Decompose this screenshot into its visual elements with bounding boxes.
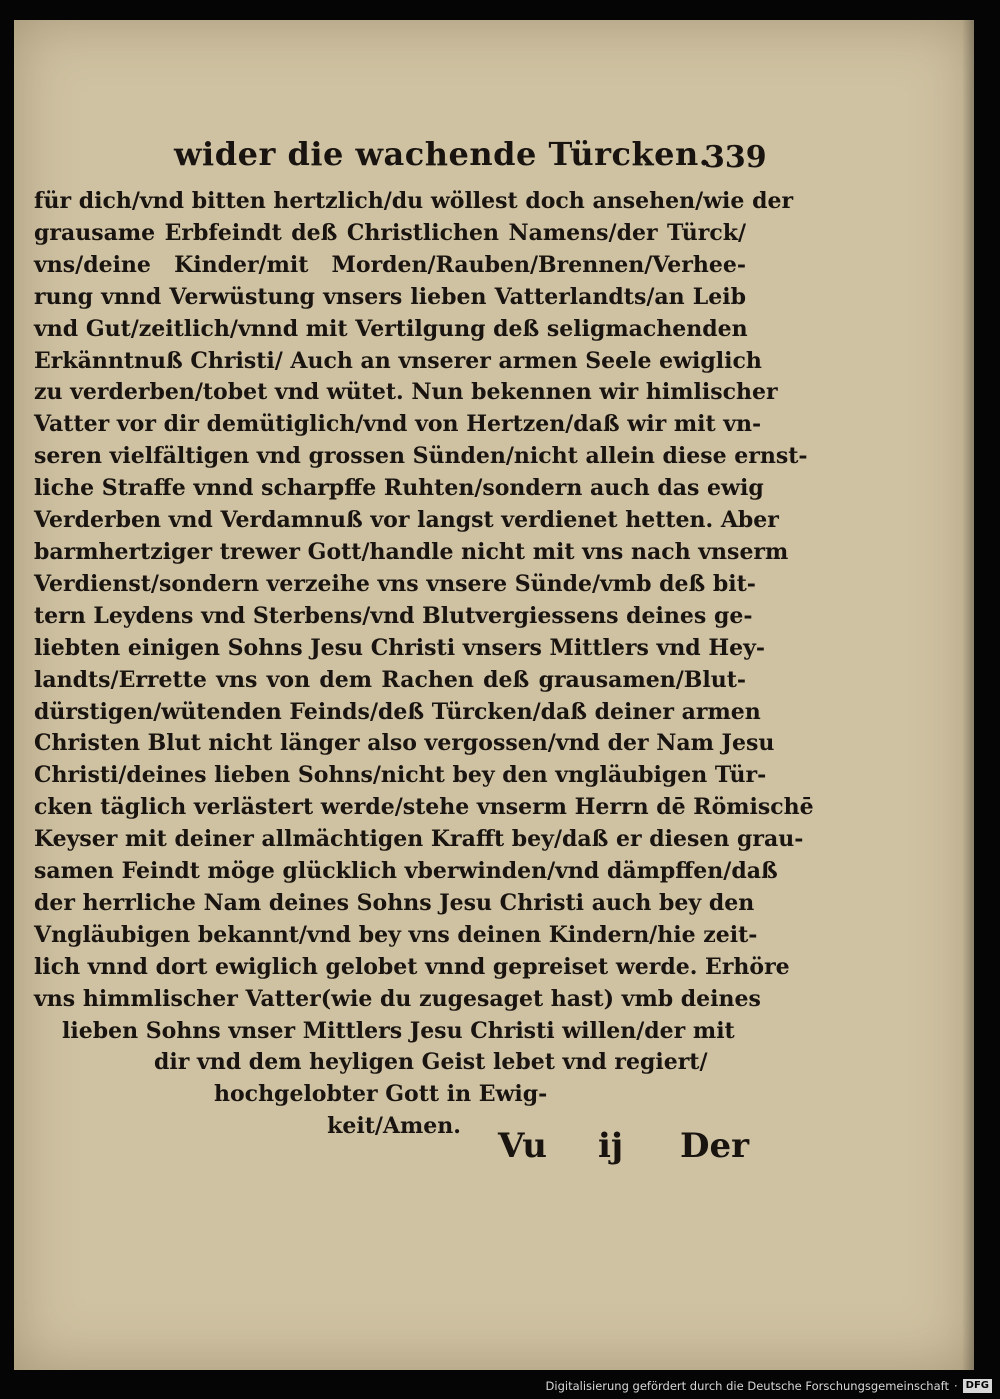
footer-credit: Digitalisierung gefördert durch die Deutsche Forschungsgemeinschaft <box>545 1379 949 1393</box>
text-line: barmhertziger trewer Gott/handle nicht mit vns nach vnserm <box>34 538 789 565</box>
text-line: Erkänntnuß Christi/ Auch an vnserer armen Seele ewiglich <box>34 347 762 374</box>
text-line: Vatter vor dir demütiglich/vnd von Hertzen/daß wir mit vn- <box>34 411 762 438</box>
text-line: hochgelobter Gott in Ewig- <box>214 1081 548 1108</box>
body-text <box>34 186 814 1143</box>
text-line: dir vnd dem heyligen Geist lebet vnd regiert/ <box>154 1049 708 1076</box>
running-title: wider die wachende Türcken. <box>174 135 711 173</box>
text-line: lich vnnd dort ewiglich gelobet vnnd gepreiset werde. Erhöre <box>34 953 790 980</box>
catchword: Der <box>680 1126 750 1166</box>
book-page <box>14 20 974 1370</box>
text-line: Christen Blut nicht länger also vergossen/vnd der Nam Jesu <box>34 730 775 757</box>
text-line: liebten einigen Sohns Jesu Christi vnsers Mittlers vnd Hey- <box>34 634 766 661</box>
text-line: Vngläubigen bekannt/vnd bey vns deinen Kindern/hie zeit- <box>34 921 758 948</box>
page-number: 339 <box>704 140 767 175</box>
text-line: zu verderben/tobet vnd wütet. Nun bekennen wir himlischer <box>34 379 778 406</box>
text-line: lieben Sohns vnser Mittlers Jesu Christi willen/der mit <box>62 1017 735 1044</box>
quire-mark: ij <box>598 1126 624 1166</box>
text-line: vns himmlischer Vatter(wie du zugesaget hast) vmb deines <box>34 985 761 1012</box>
footer-separator: · <box>954 1379 958 1393</box>
text-line: vns/deine Kinder/mit Morden/Rauben/Brennen/Verhee- <box>34 251 746 278</box>
text-line: liche Straffe vnnd scharpffe Ruhten/sondern auch das ewig <box>34 475 764 502</box>
text-line: tern Leydens vnd Sterbens/vnd Blutvergiessens deines ge- <box>34 602 753 629</box>
text-line: cken täglich verlästert werde/stehe vnserm Herrn dē Römischē <box>34 794 814 821</box>
text-line: keit/Amen. <box>327 1113 461 1140</box>
dfg-logo-icon: DFG <box>963 1379 992 1393</box>
text-line: rung vnnd Verwüstung vnsers lieben Vatterlandts/an Leib <box>34 283 746 310</box>
text-line: Christi/deines lieben Sohns/nicht bey den vngläubigen Tür- <box>34 762 767 789</box>
text-line: landts/Errette vns von dem Rachen deß grausamen/Blut- <box>34 666 746 693</box>
digitization-footer <box>546 1377 992 1395</box>
text-line: für dich/vnd bitten hertzlich/du wöllest doch ansehen/wie der <box>34 188 794 214</box>
text-line: Verdienst/sondern verzeihe vns vnsere Sünde/vmb deß bit- <box>34 570 756 597</box>
text-line: grausame Erbfeindt deß Christlichen Namens/der Türck/ <box>34 219 746 246</box>
text-line: dürstigen/wütenden Feinds/deß Türcken/daß deiner armen <box>34 698 761 725</box>
text-line: der herrliche Nam deines Sohns Jesu Christi auch bey den <box>34 889 755 916</box>
text-line: samen Feindt möge glücklich vberwinden/vnd dämpffen/daß <box>34 858 778 885</box>
signature-mark: Vu <box>498 1126 547 1166</box>
text-line: seren vielfältigen vnd grossen Sünden/nicht allein diese ernst- <box>34 443 808 470</box>
text-line: Keyser mit deiner allmächtigen Krafft bey/daß er diesen grau- <box>34 826 804 853</box>
text-line: Verderben vnd Verdamnuß vor langst verdienet hetten. Aber <box>34 507 779 534</box>
text-line: vnd Gut/zeitlich/vnnd mit Vertilgung deß seligmachenden <box>34 315 748 342</box>
